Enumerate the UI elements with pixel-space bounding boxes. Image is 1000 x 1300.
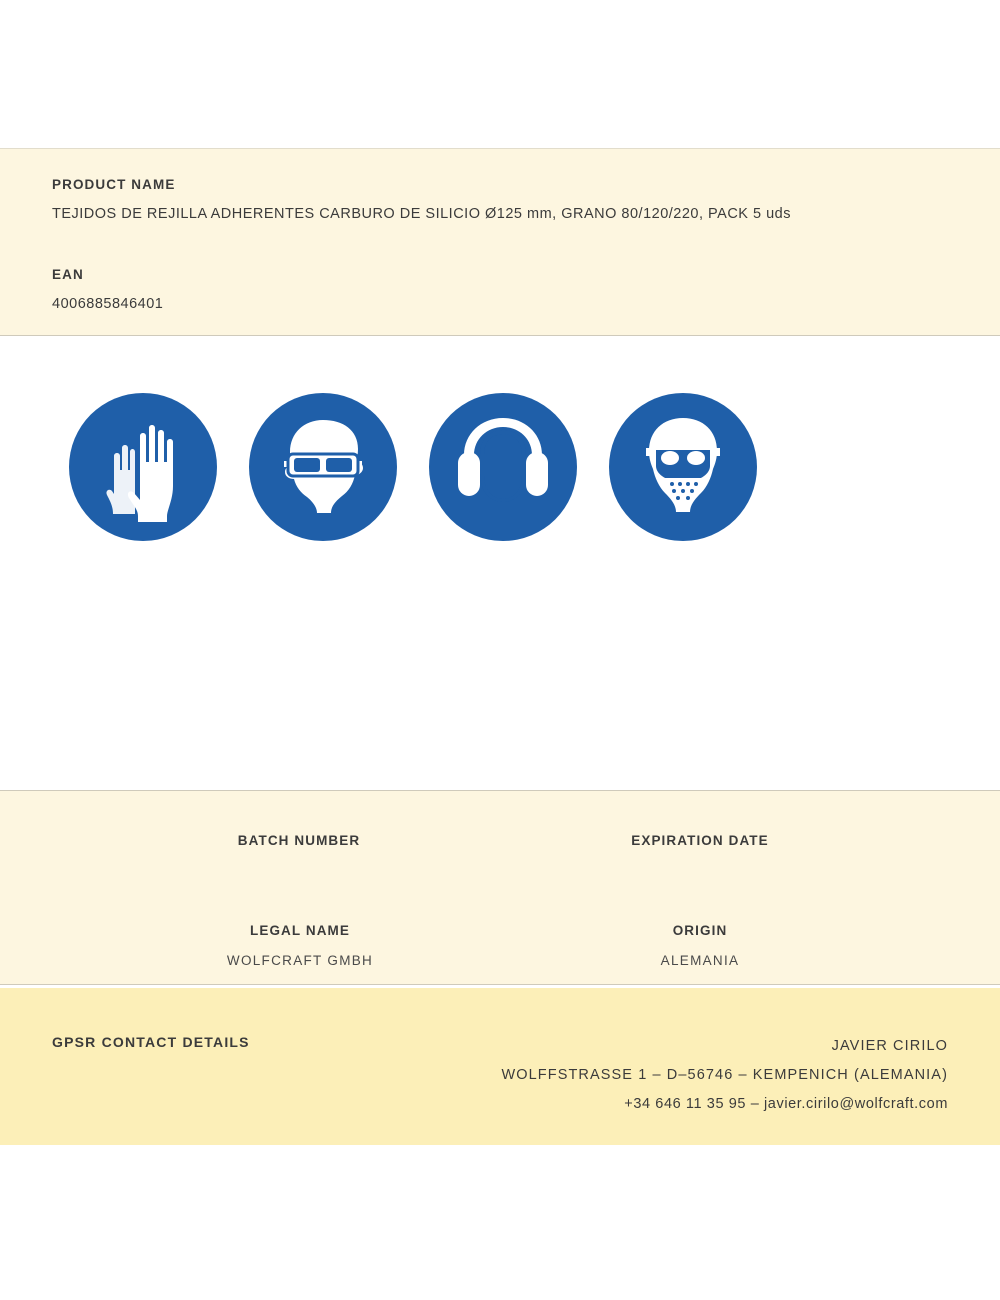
gpsr-contact-phone-email: +34 646 11 35 95 – javier.cirilo@wolfcraft.com xyxy=(624,1096,948,1112)
product-info-section xyxy=(0,148,1000,336)
product-name-label: PRODUCT NAME xyxy=(52,177,176,192)
expiration-date-label: EXPIRATION DATE xyxy=(631,833,769,848)
batch-number-label: BATCH NUMBER xyxy=(237,833,361,848)
origin-label: ORIGIN xyxy=(672,923,728,938)
gpsr-contact-label: GPSR CONTACT DETAILS xyxy=(52,1034,250,1050)
wear-protective-gloves-icon xyxy=(68,392,218,542)
legal-name-value: WOLFCRAFT GMBH xyxy=(226,953,374,968)
ean-value: 4006885846401 xyxy=(52,296,164,312)
gpsr-contact-address: WOLFFSTRASSE 1 – D–56746 – KEMPENICH (ALEMANIA) xyxy=(501,1067,948,1083)
gpsr-contact-name: JAVIER CIRILO xyxy=(831,1038,948,1054)
gpsr-contact-section xyxy=(0,988,1000,1145)
product-name-value: TEJIDOS DE REJILLA ADHERENTES CARBURO DE SILICIO Ø125 mm, GRANO 80/120/220, PACK 5 uds xyxy=(52,206,791,222)
ean-label: EAN xyxy=(52,267,84,282)
gpsr-contact-details xyxy=(501,1032,948,1119)
safety-pictogram-row xyxy=(68,392,688,552)
wear-respiratory-protection-icon xyxy=(608,392,758,542)
wear-eye-protection-icon xyxy=(248,392,398,542)
wear-ear-protection-icon xyxy=(428,392,578,542)
origin-value: ALEMANIA xyxy=(660,953,740,968)
batch-legal-info-section xyxy=(0,790,1000,985)
legal-name-label: LEGAL NAME xyxy=(249,923,351,938)
